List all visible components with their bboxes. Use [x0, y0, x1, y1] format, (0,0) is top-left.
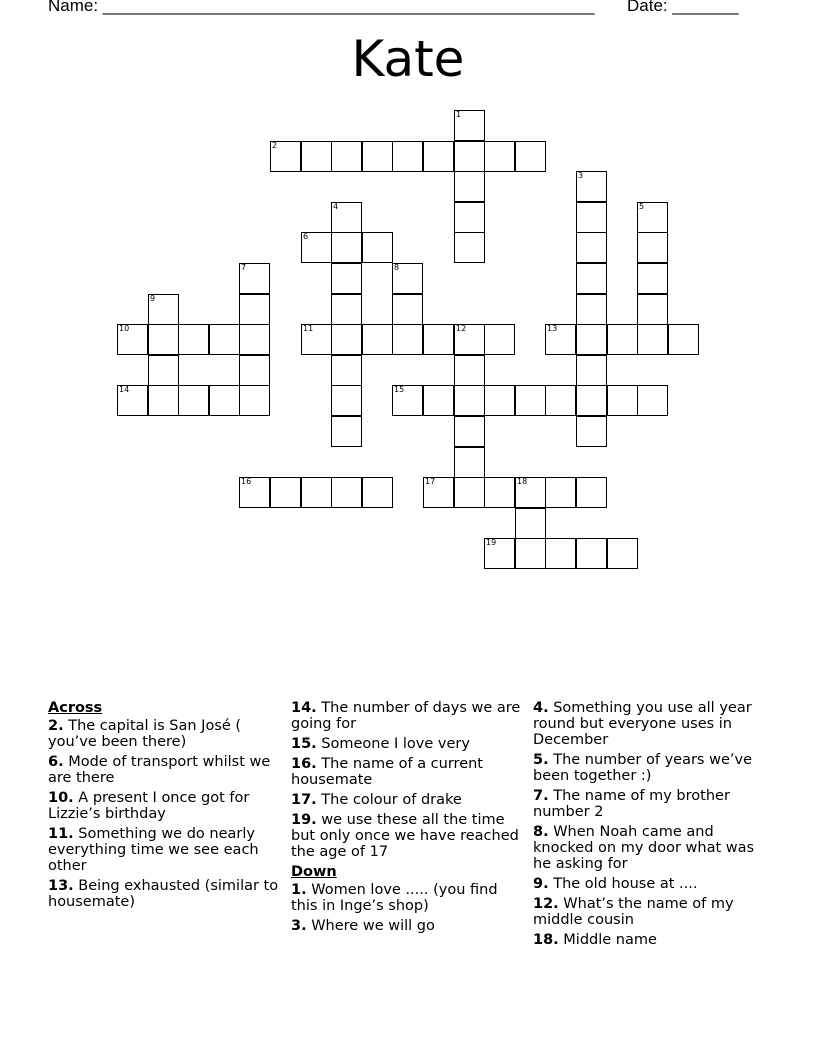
grid-cell[interactable]: [331, 232, 362, 263]
grid-cell[interactable]: [331, 294, 362, 325]
grid-cell[interactable]: [545, 477, 576, 508]
grid-cell[interactable]: [148, 324, 179, 355]
clue-down-3: 3. Where we will go: [291, 918, 435, 934]
grid-cell[interactable]: [576, 477, 607, 508]
grid-cell[interactable]: [576, 202, 607, 233]
grid-cell[interactable]: [454, 324, 485, 355]
clue-number: 15: [394, 385, 405, 394]
clue-across-11: 11. Something we do nearly everything time we see each other: [48, 826, 259, 874]
grid-cell[interactable]: [607, 324, 638, 355]
grid-cell[interactable]: [331, 202, 362, 233]
grid-cell[interactable]: [454, 232, 485, 263]
grid-cell[interactable]: [576, 294, 607, 325]
grid-cell[interactable]: [331, 355, 362, 386]
grid-cell[interactable]: [454, 202, 485, 233]
clue-number: 2: [272, 141, 278, 150]
grid-cell[interactable]: [331, 385, 362, 416]
grid-cell[interactable]: [637, 232, 668, 263]
grid-cell[interactable]: [576, 232, 607, 263]
grid-cell[interactable]: [392, 385, 423, 416]
clue-down-1: 1. Women love ..... (you find this in Inge’s shop): [291, 882, 498, 914]
grid-cell[interactable]: [637, 324, 668, 355]
grid-cell[interactable]: [515, 141, 546, 172]
page-title: Kate: [351, 30, 465, 88]
grid-cell[interactable]: [576, 171, 607, 202]
clue-across-19: 19. we use these all the time but only once we have reached the age of 17: [291, 812, 519, 860]
grid-cell[interactable]: [484, 324, 515, 355]
grid-cell[interactable]: [209, 324, 240, 355]
clue-number: 17: [425, 477, 436, 486]
grid-cell[interactable]: [576, 355, 607, 386]
grid-cell[interactable]: [515, 385, 546, 416]
grid-cell[interactable]: [331, 263, 362, 294]
grid-cell[interactable]: [270, 141, 301, 172]
clue-number: 14: [119, 385, 130, 394]
grid-cell[interactable]: [301, 232, 332, 263]
clue-number: 10: [119, 324, 130, 333]
clue-column-2: [291, 700, 527, 938]
grid-cell[interactable]: [637, 263, 668, 294]
grid-cell[interactable]: [178, 385, 209, 416]
clue-number: 11: [303, 324, 314, 333]
grid-cell[interactable]: [454, 355, 485, 386]
clue-number: 9: [150, 294, 156, 303]
clue-number: 7: [241, 263, 247, 272]
grid-cell[interactable]: [239, 324, 270, 355]
grid-cell[interactable]: [484, 385, 515, 416]
grid-cell[interactable]: [239, 477, 270, 508]
grid-cell[interactable]: [392, 141, 423, 172]
grid-cell[interactable]: [576, 324, 607, 355]
grid-cell[interactable]: [454, 385, 485, 416]
grid-cell[interactable]: [148, 355, 179, 386]
grid-cell[interactable]: [576, 263, 607, 294]
date-field[interactable]: Date: _______: [627, 0, 739, 15]
clue-number: 6: [303, 232, 309, 241]
grid-cell[interactable]: [545, 538, 576, 569]
clue-number: 13: [547, 324, 558, 333]
clue-down-8: 8. When Noah came and knocked on my door what was he asking for: [533, 824, 755, 872]
grid-cell[interactable]: [484, 477, 515, 508]
grid-cell[interactable]: [362, 477, 393, 508]
grid-cell[interactable]: [362, 232, 393, 263]
clue-down-5: 5. The number of years we’ve been together :): [533, 752, 752, 784]
grid-cell[interactable]: [576, 416, 607, 447]
clue-down-4: 4. Something you use all year round but everyone uses in December: [533, 700, 752, 748]
grid-cell[interactable]: [392, 324, 423, 355]
grid-cell[interactable]: [484, 141, 515, 172]
clue-number: 4: [333, 202, 339, 211]
grid-cell[interactable]: [545, 385, 576, 416]
grid-cell[interactable]: [301, 477, 332, 508]
clue-number: 8: [394, 263, 400, 272]
grid-cell[interactable]: [423, 324, 454, 355]
grid-cell[interactable]: [637, 385, 668, 416]
grid-cell[interactable]: [239, 294, 270, 325]
grid-cell[interactable]: [454, 447, 485, 478]
clue-number: 1: [456, 110, 462, 119]
grid-cell[interactable]: [576, 385, 607, 416]
clue-down-7: 7. The name of my brother number 2: [533, 788, 730, 820]
grid-cell[interactable]: [454, 141, 485, 172]
clue-column-1: [48, 700, 284, 914]
grid-cell[interactable]: [362, 324, 393, 355]
clue-number: 18: [517, 477, 528, 486]
grid-cell[interactable]: [515, 538, 546, 569]
clue-across-2: 2. The capital is San José ( you’ve been there): [48, 718, 242, 750]
grid-cell[interactable]: [423, 385, 454, 416]
grid-cell[interactable]: [392, 294, 423, 325]
grid-cell[interactable]: [637, 294, 668, 325]
grid-cell[interactable]: [423, 141, 454, 172]
grid-cell[interactable]: [392, 263, 423, 294]
grid-cell[interactable]: [362, 141, 393, 172]
clue-down-12: 12. What’s the name of my middle cousin: [533, 896, 734, 928]
grid-cell[interactable]: [148, 385, 179, 416]
clue-across-14: 14. The number of days we are going for: [291, 700, 521, 732]
grid-cell[interactable]: [423, 477, 454, 508]
grid-cell[interactable]: [209, 385, 240, 416]
grid-cell[interactable]: [270, 477, 301, 508]
grid-cell[interactable]: [668, 324, 699, 355]
across-heading: Across: [48, 700, 103, 716]
clue-down-9: 9. The old house at ....: [533, 876, 698, 892]
grid-cell[interactable]: [637, 202, 668, 233]
grid-cell[interactable]: [515, 508, 546, 539]
clue-across-10: 10. A present I once got for Lizzie’s birthday: [48, 790, 250, 822]
grid-cell[interactable]: [331, 477, 362, 508]
clue-across-6: 6. Mode of transport whilst we are there: [48, 754, 271, 786]
grid-cell[interactable]: [239, 355, 270, 386]
grid-cell[interactable]: [331, 416, 362, 447]
grid-cell[interactable]: [117, 385, 148, 416]
clue-number: 5: [639, 202, 645, 211]
grid-cell[interactable]: [178, 324, 209, 355]
clue-across-16: 16. The name of a current housemate: [291, 756, 483, 788]
clue-number: 19: [486, 538, 497, 547]
grid-cell[interactable]: [301, 141, 332, 172]
grid-cell[interactable]: [607, 538, 638, 569]
grid-cell[interactable]: [454, 110, 485, 141]
grid-cell[interactable]: [454, 171, 485, 202]
clue-across-17: 17. The colour of drake: [291, 792, 462, 808]
grid-cell[interactable]: [454, 416, 485, 447]
clue-number: 12: [456, 324, 467, 333]
grid-cell[interactable]: [239, 385, 270, 416]
grid-cell[interactable]: [484, 538, 515, 569]
grid-cell[interactable]: [331, 141, 362, 172]
grid-cell[interactable]: [545, 324, 576, 355]
grid-cell[interactable]: [607, 385, 638, 416]
grid-cell[interactable]: [331, 324, 362, 355]
clue-number: 3: [578, 171, 584, 180]
clue-down-18: 18. Middle name: [533, 932, 657, 948]
name-field[interactable]: Name: ____________________________________________________: [48, 0, 595, 15]
grid-cell[interactable]: [117, 324, 148, 355]
clue-number: 16: [241, 477, 252, 486]
grid-cell[interactable]: [515, 477, 546, 508]
grid-cell[interactable]: [301, 324, 332, 355]
grid-cell[interactable]: [454, 477, 485, 508]
clue-across-13: 13. Being exhausted (similar to housemate): [48, 878, 279, 910]
grid-cell[interactable]: [576, 538, 607, 569]
down-heading: Down: [291, 864, 337, 880]
clue-column-3: [533, 700, 769, 952]
clue-across-15: 15. Someone I love very: [291, 736, 470, 752]
grid-cell[interactable]: [148, 294, 179, 325]
grid-cell[interactable]: [239, 263, 270, 294]
